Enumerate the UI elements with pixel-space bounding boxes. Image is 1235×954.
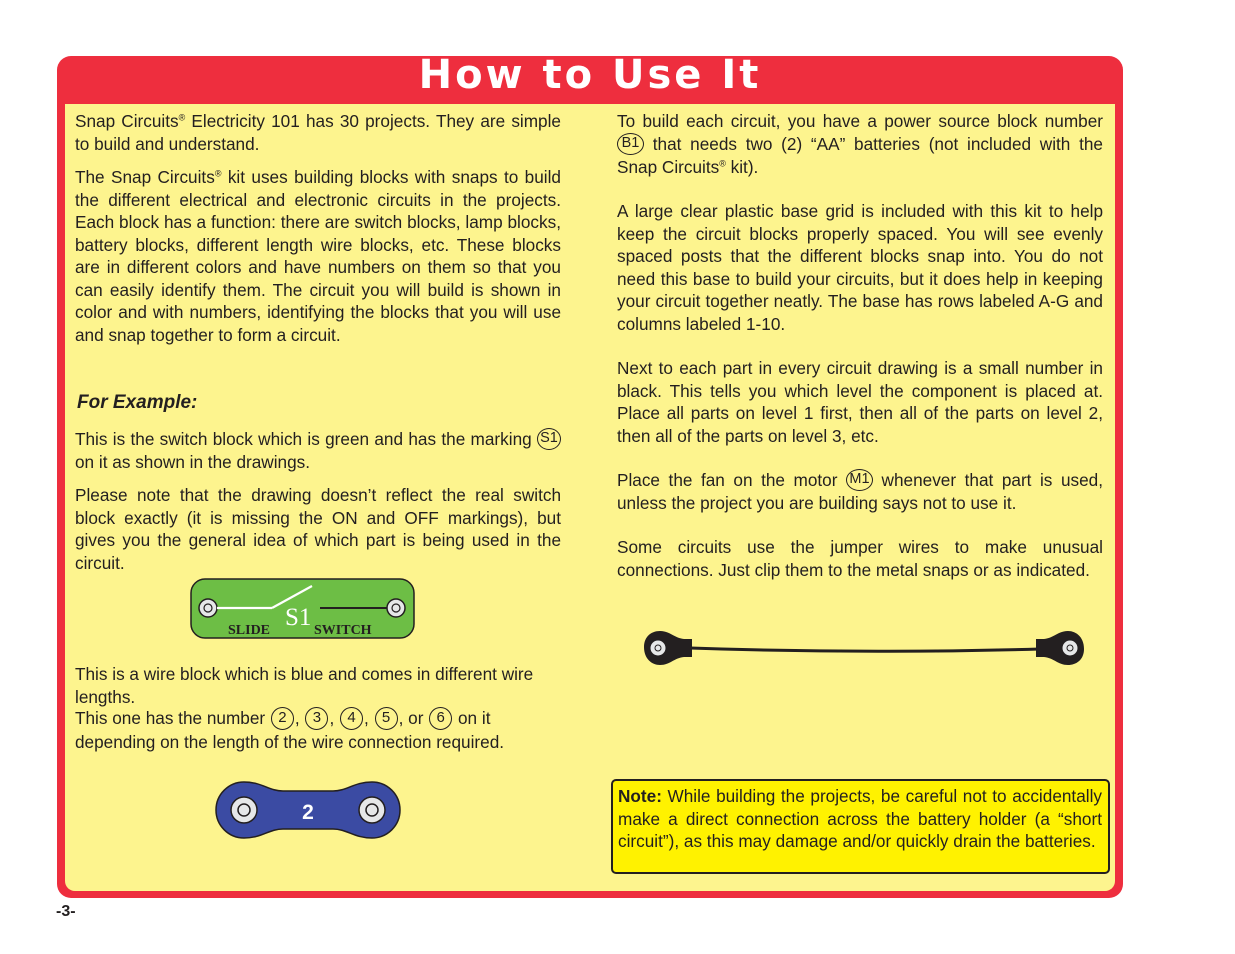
note-drawing-paragraph: Please note that the drawing doesn’t reflect the real switch block exactly (it is missing the ON and OFF markings), but gives you the general idea of which part is being used in the circuit. (75, 485, 561, 573)
switch-label-center: S1 (285, 604, 312, 631)
switch-label-left: SLIDE (228, 623, 271, 638)
separator: , (294, 708, 300, 728)
switch-text-b: on it as shown in the drawings. (75, 452, 311, 473)
power-text-b: that needs two (2) “AA” batteries (not included with the Snap Circuits (617, 133, 1103, 177)
switch-text-a: This is the switch block which is green and has the marking (75, 429, 537, 449)
registered-mark: ® (178, 112, 186, 123)
note-label: Note: (618, 786, 662, 806)
wire-number-3: 3 (305, 707, 328, 730)
power-source-paragraph (617, 110, 1103, 178)
switch-label-right: SWITCH (314, 623, 372, 638)
part-marking-m1: M1 (846, 469, 873, 491)
intro-text-b: Electricity 101 has 30 projects. They are simple to build and understand. (75, 111, 561, 154)
jumper-cable (690, 648, 1040, 651)
snap-left (199, 599, 217, 617)
wire-snap-left (231, 797, 257, 823)
wire-number-4: 4 (340, 707, 363, 730)
jumper-snap-right (1062, 640, 1078, 656)
page-number: -3- (56, 903, 76, 920)
jumper-paragraph: Some circuits use the jumper wires to make unusual connections. Just clip them to the metal snaps or as indicated. (617, 537, 1103, 580)
separator: , (364, 708, 369, 728)
kit-text-b: kit uses building blocks with snaps to build the different electrical and electronic circuits in the projects. Each block has a function: there are switch blocks, lamp blocks, battery blocks, different length wire blocks, etc. These blocks are in different colors and have numbers on them so that you can easily identify them. The circuit you will build is shown in color and with numbers, identifying the blocks that you will use and snap together to form a circuit. (75, 167, 561, 345)
wire-number-2: 2 (271, 707, 294, 730)
slide-switch-block (190, 578, 415, 639)
separator: , or (398, 708, 424, 728)
level-paragraph: Next to each part in every circuit drawing is a small number in black. This tells you which level the component is placed at. Place all parts on level 1 first, then all of the parts on level 2, then all of the parts on level 3, etc. (617, 358, 1103, 446)
part-marking-b1: B1 (617, 133, 644, 155)
note-text: While building the projects, be careful not to accidentally make a direct connection across the battery holder (a “short circuit”), as this may damage and/or quickly drain the batteries. (618, 786, 1102, 851)
wire-snap-right (359, 797, 385, 823)
switch-paragraph (75, 428, 561, 474)
wire-block (213, 779, 403, 841)
example-heading: For Example: (77, 392, 198, 413)
kit-text-a: The Snap Circuits (75, 167, 215, 187)
wire-number-paragraph (75, 707, 561, 753)
jumper-wire-illustration (640, 628, 1088, 668)
wire-label: 2 (302, 801, 314, 824)
base-grid-paragraph: A large clear plastic base grid is included with this kit to help keep the circuit blocks properly spaced. You will see evenly spaced posts that the different blocks snap into. You do not need this base to build your circuits, but it does help in keeping your circuit together neatly. The base has rows labeled A-G and columns labeled 1-10. (617, 201, 1103, 334)
part-marking-s1: S1 (537, 428, 561, 450)
registered-mark: ® (214, 168, 222, 179)
power-text-c: kit). (725, 156, 759, 177)
jumper-snap-left (650, 640, 666, 656)
power-text-a: To build each circuit, you have a power source block number (617, 111, 1103, 131)
wire-number-5: 5 (375, 707, 398, 730)
intro-paragraph (75, 110, 561, 155)
wire-number-text-b: on it depending on the length of the wire connection required. (75, 708, 505, 752)
registered-mark: ® (719, 158, 726, 169)
wire-paragraph: This is a wire block which is blue and comes in different wire lengths. (75, 664, 534, 707)
page-title: How to Use It (418, 52, 762, 98)
wire-number-6: 6 (429, 707, 452, 730)
kit-paragraph (75, 166, 561, 346)
fan-text-a: Place the fan on the motor (617, 470, 846, 490)
wire-number-text-a: This one has the number (75, 708, 270, 728)
fan-text-b: whenever that part is used, unless the project you are building says not to use it. (617, 470, 1103, 514)
snap-right (387, 599, 405, 617)
fan-paragraph (617, 469, 1103, 515)
separator: , (329, 708, 335, 728)
intro-text-a: Snap Circuits (75, 111, 179, 131)
warning-note-box (611, 779, 1110, 874)
